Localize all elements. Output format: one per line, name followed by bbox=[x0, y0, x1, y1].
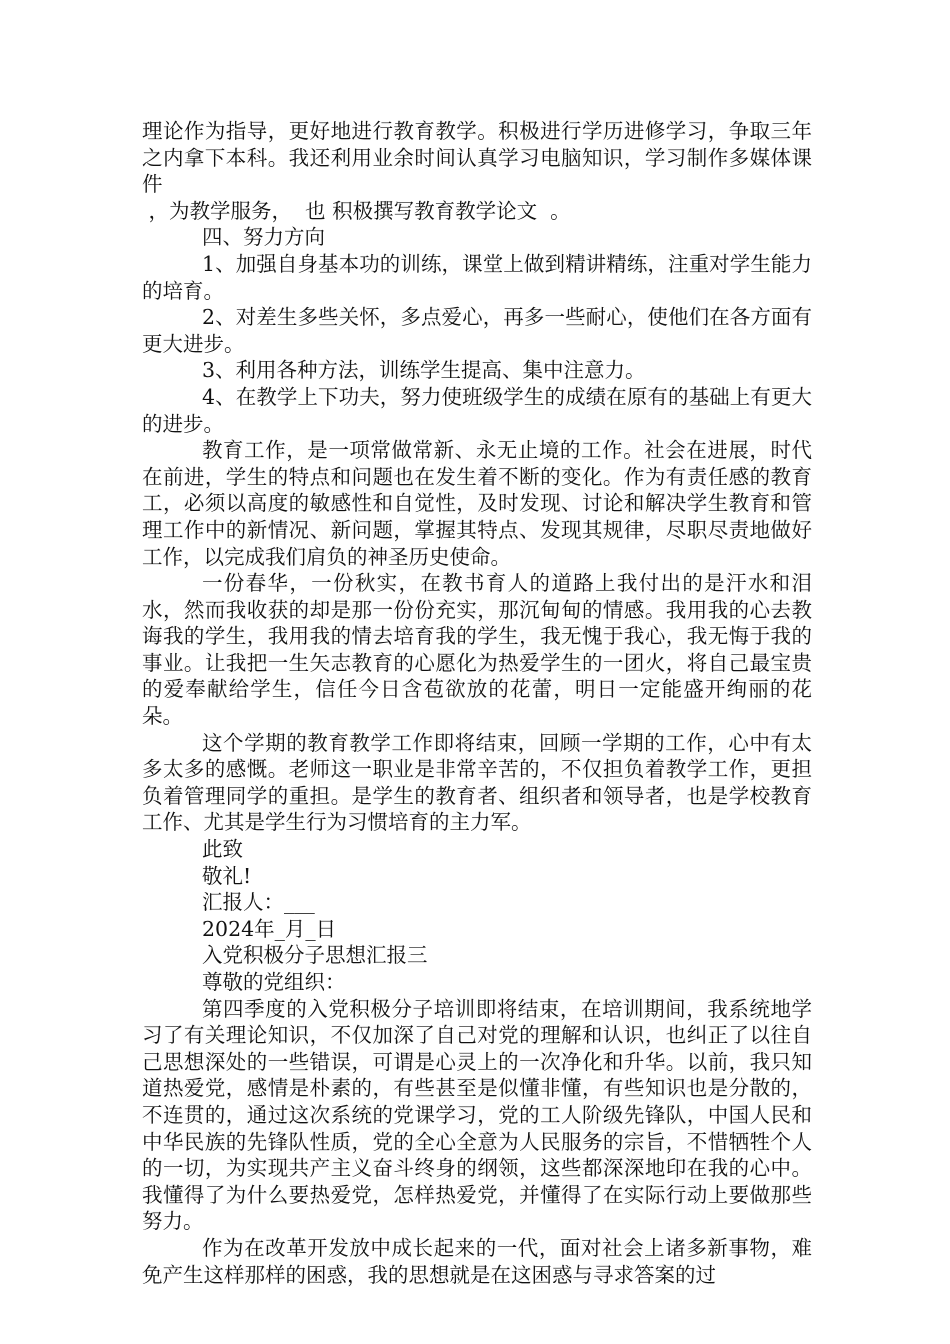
paragraph-training: 第四季度的入党积极分子培训即将结束，在培训期间，我系统地学习了有关理论知识，不仅加深了自己对党的理解和认识，也纠正了以往自己思想深处的一些错误，可谓是心灵上的一次净化和升华。以前，我只知道热爱党，感情是朴素的，有些甚至是似懂非懂，有些知识也是分散的，不连贯的，通过这次系统的党课学习，党的工人阶级先锋队，中国人民和中华民族的先锋队性质，党的全心全意为人民服务的宗旨，不惜牺牲个人的一切，为实现共产主义奋斗终身的纲领，这些都深深地印在我的心中。我懂得了为什么要热爱党，怎样热爱党，并懂得了在实际行动上要做那些努力。 bbox=[142, 996, 812, 1234]
section-heading: 四、努力方向 bbox=[202, 225, 325, 250]
paragraph-education-work: 教育工作，是一项常做常新、永无止境的工作。社会在进展，时代在前进，学生的特点和问题也在发生着不断的变化。作为有责任感的教育工，必须以高度的敏感性和自觉性，及时发现、讨论和解决学生教育和管理工作中的新情况、新问题，掌握其特点、发现其规律，尽职尽责地做好工作，以完成我们肩负的神圣历史使命。 bbox=[142, 438, 812, 569]
paragraph-spring-autumn: 一份春华，一份秋实，在教书育人的道路上我付出的是汗水和泪水，然而我收获的却是那一份份充实，那沉甸甸的情感。我用我的心去教诲我的学生，我用我的情去培育我的学生，我无愧于我心，我无悔于我的事业。让我把一生矢志教育的心愿化为热爱学生的一团火，将自己最宝贵的爱奉献给学生，信任今日含苞欲放的花蕾，明日一定能盛开绚丽的花朵。 bbox=[142, 571, 812, 729]
list-item-3: 3、利用各种方法，训练学生提高、集中注意力。 bbox=[202, 358, 646, 383]
reporter-line: 汇报人：___ bbox=[202, 890, 315, 915]
paragraph-2: ，为教学服务， 也 积极撰写教育教学论文 。 bbox=[142, 198, 571, 223]
list-item-1: 1、加强自身基本功的训练，课堂上做到精讲精练，注重对学生能力的培育。 bbox=[142, 251, 812, 303]
paragraph-semester: 这个学期的教育教学工作即将结束，回顾一学期的工作，心中有太多太多的感慨。老师这一职业是非常辛苦的，不仅担负着教学工作，更担负着管理同学的重担。是学生的教育者、组织者和领导者，也是学校教育工作、尤其是学生行为习惯培育的主力军。 bbox=[142, 730, 812, 835]
list-item-2: 2、对差生多些关怀，多点爱心，再多一些耐心，使他们在各方面有更大进步。 bbox=[142, 305, 812, 356]
closing-salutation: 此致 bbox=[202, 837, 243, 862]
report-title: 入党积极分子思想汇报三 bbox=[202, 943, 428, 968]
greeting: 尊敬的党组织： bbox=[202, 970, 346, 994]
list-item-4: 4、在教学上下功夫，努力使班级学生的成绩在原有的基础上有更大的进步。 bbox=[142, 384, 812, 436]
closing-regards: 敬礼! bbox=[202, 863, 252, 888]
paragraph-reform: 作为在改革开发放中成长起来的一代，面对社会上诸多新事物，难免产生这样那样的困惑，我的思想就是在这困惑与寻求答案的过 bbox=[142, 1235, 812, 1287]
date-line: 2024年_月_日 bbox=[202, 916, 337, 941]
paragraph-1: 理论作为指导，更好地进行教育教学。积极进行学历进修学习，争取三年之内拿下本科。我还利用业余时间认真学习电脑知识，学习制作多媒体课件 bbox=[142, 119, 812, 197]
document-page bbox=[142, 118, 812, 1288]
